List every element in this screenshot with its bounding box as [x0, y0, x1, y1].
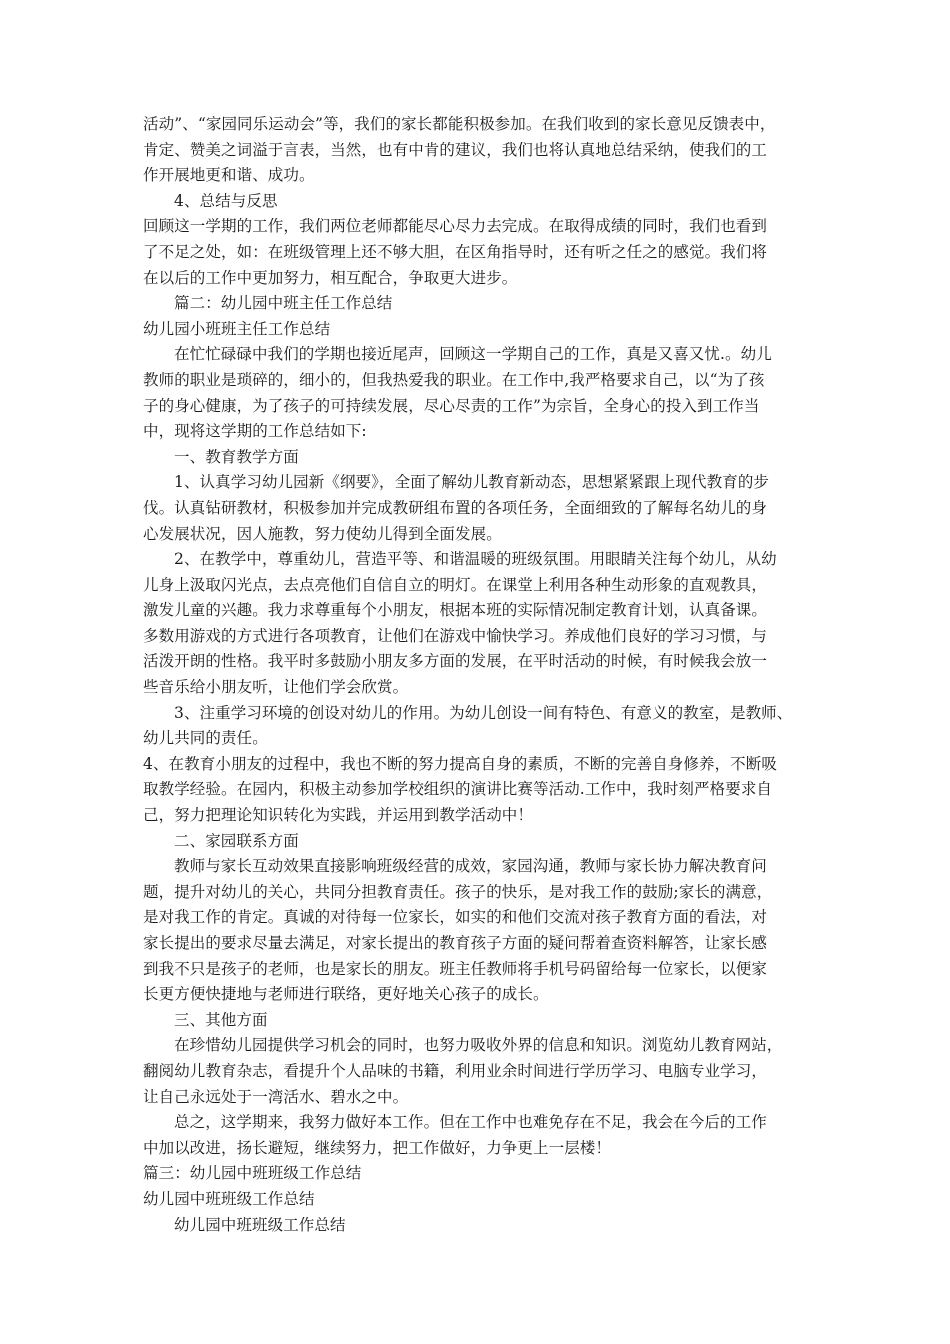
text-line: 3、注重学习环境的创设对幼儿的作用。为幼儿创设一间有特色、有意义的教室，是教师、 — [174, 703, 793, 722]
text-line: 些音乐给小朋友听，让他们学会欣赏。 — [143, 678, 409, 697]
text-line: 是对我工作的肯定。真诚的对待每一位家长，如实的和他们交流对孩子教育方面的看法，对 — [143, 908, 768, 927]
text-line: 幼儿共同的责任。 — [143, 729, 268, 748]
text-line: 取教学经验。在园内，积极主动参加学校组织的演讲比赛等活动.工作中，我时刻严格要求自 — [143, 780, 773, 799]
text-line: 激发儿童的兴趣。我力求尊重每个小朋友，根据本班的实际情况制定教育计划，认真备课。 — [143, 601, 768, 620]
text-line: 伐。认真钻研教材，积极参加并完成教研组布置的各项任务，全面细致的了解每名幼儿的身 — [143, 498, 768, 517]
text-line: 4、在教育小朋友的过程中，我也不断的努力提高自身的素质，不断的完善自身修养，不断吸 — [143, 754, 777, 773]
text-line: 多数用游戏的方式进行各项教育，让他们在游戏中愉快学习。养成他们良好的学习习惯，与 — [143, 626, 768, 645]
text-line: 幼儿园中班班级工作总结 — [174, 1215, 346, 1234]
text-line: 三、其他方面 — [174, 1010, 268, 1029]
text-line: 一、教育教学方面 — [174, 447, 299, 466]
text-line: 中加以改进，扬长避短，继续努力，把工作做好，力争更上一层楼！ — [143, 1138, 612, 1157]
text-line: 让自己永远处于一湾活水、碧水之中。 — [143, 1087, 409, 1106]
document-page — [143, 112, 813, 1238]
text-line: 幼儿园小班班主任工作总结 — [143, 319, 331, 338]
text-line: 到我不只是孩子的老师，也是家长的朋友。班主任教师将手机号码留给每一位家长，以便家 — [143, 959, 768, 978]
text-line: 总之，这学期来，我努力做好本工作。但在工作中也难免存在不足，我会在今后的工作 — [174, 1113, 767, 1132]
text-line: 心发展状况，因人施教，努力使幼儿得到全面发展。 — [143, 524, 502, 543]
text-line: 教师的职业是琐碎的，细小的，但我热爱我的职业。在工作中,我严格要求自己，以“为了孩 — [143, 370, 765, 389]
text-line: 活泼开朗的性格。我平时多鼓励小朋友多方面的发展，在平时活动的时候，有时候我会放一 — [143, 652, 768, 671]
text-line: 子的身心健康，为了孩子的可持续发展，尽心尽责的工作”为宗旨，全身心的投入到工作当 — [143, 396, 760, 415]
text-line: 翻阅幼儿教育杂志，看提升个人品味的书籍，利用业余时间进行学历学习、电脑专业学习， — [143, 1061, 768, 1080]
text-line: 二、家园联系方面 — [174, 831, 299, 850]
text-line: 活动”、“家园同乐运动会”等，我们的家长都能积极参加。在我们收到的家长意见反馈表中， — [143, 115, 776, 133]
text-line: 回顾这一学期的工作，我们两位老师都能尽心尽力去完成。在取得成绩的同时，我们也看到 — [143, 217, 768, 236]
text-line: 篇二：幼儿园中班主任工作总结 — [174, 294, 393, 313]
text-line: 儿身上汲取闪光点，去点亮他们自信自立的明灯。在课堂上利用各种生动形象的直观教具， — [143, 575, 768, 594]
text-line: 幼儿园中班班级工作总结 — [143, 1189, 315, 1208]
text-line: 篇三：幼儿园中班班级工作总结 — [143, 1164, 362, 1183]
text-line: 在珍惜幼儿园提供学习机会的同时，也努力吸收外界的信息和知识。浏览幼儿教育网站， — [174, 1036, 783, 1055]
text-line: 2、在教学中，尊重幼儿，营造平等、和谐温暖的班级氛围。用眼睛关注每个幼儿，从幼 — [174, 550, 777, 569]
text-line: 长更方便快捷地与老师进行联络，更好地关心孩子的成长。 — [143, 985, 549, 1004]
text-line: 肯定、赞美之词溢于言表，当然，也有中肯的建议，我们也将认真地总结采纳，使我们的工 — [143, 140, 768, 159]
text-line: 了不足之处，如：在班级管理上还不够大胆，在区角指导时，还有听之任之的感觉。我们将 — [143, 242, 768, 261]
text-line: 作开展地更和谐、成功。 — [143, 166, 315, 185]
text-line: 4、总结与反思 — [174, 191, 278, 210]
text-line: 题，提升对幼儿的关心，共同分担教育责任。孩子的快乐，是对我工作的鼓励;家长的满意， — [143, 882, 773, 901]
text-line: 在以后的工作中更加努力，相互配合，争取更大进步。 — [143, 268, 518, 287]
text-line: 家长提出的要求尽量去满足，对家长提出的教育孩子方面的疑问帮着查资料解答，让家长感 — [143, 934, 768, 952]
text-line: 教师与家长互动效果直接影响班级经营的成效，家园沟通，教师与家长协力解决教育问 — [174, 857, 767, 876]
text-line: 1、认真学习幼儿园新《纲要》，全面了解幼儿教育新动态，思想紧紧跟上现代教育的步 — [174, 473, 770, 492]
text-line: 中，现将这学期的工作总结如下: — [143, 422, 367, 441]
text-line: 己，努力把理论知识转化为实践，并运用到教学活动中！ — [143, 806, 534, 825]
text-line: 在忙忙碌碌中我们的学期也接近尾声，回顾这一学期自己的工作，真是又喜又忧.。幼儿 — [174, 345, 772, 364]
